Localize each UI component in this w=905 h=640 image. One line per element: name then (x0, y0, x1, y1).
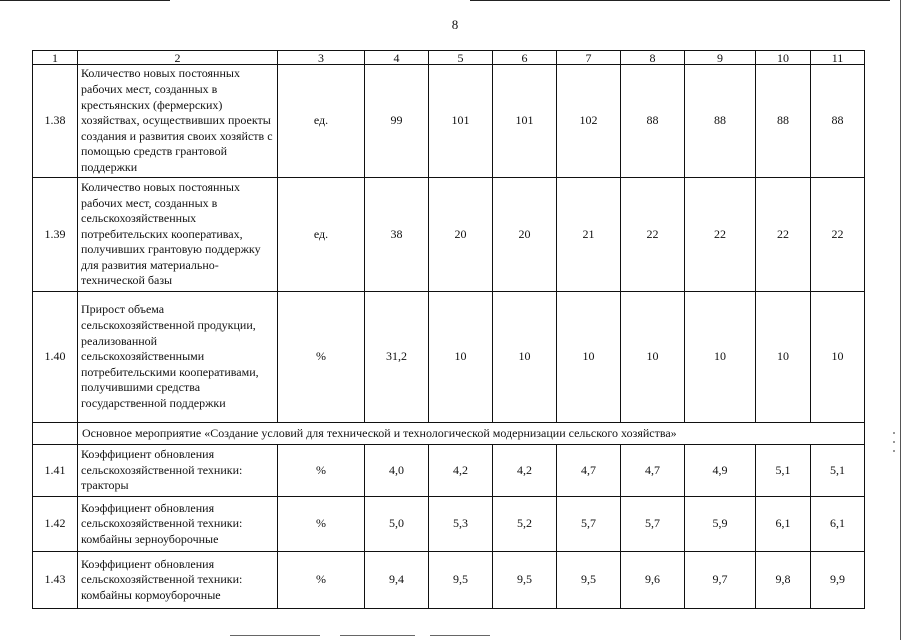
value-cell: 22 (811, 178, 865, 292)
value-cell: 9,8 (756, 552, 811, 609)
unit-cell: % (278, 552, 365, 609)
row-number: 1.39 (33, 178, 78, 292)
value-cell: 5,0 (365, 497, 429, 552)
unit-cell: % (278, 445, 365, 497)
scan-page-edge (900, 0, 901, 640)
value-cell: 22 (685, 178, 756, 292)
value-cell: 10 (557, 292, 621, 423)
scan-bottom-rule (430, 635, 490, 636)
value-cell: 31,2 (365, 292, 429, 423)
indicator-name: Коэффициент обновления сельскохозяйственной техники: тракторы (78, 445, 278, 497)
value-cell: 4,0 (365, 445, 429, 497)
row-number: 1.42 (33, 497, 78, 552)
table-row (33, 497, 865, 552)
table-row (33, 178, 865, 292)
value-cell: 22 (621, 178, 685, 292)
unit-cell: % (278, 292, 365, 423)
row-number: 1.38 (33, 65, 78, 178)
table-row (33, 65, 865, 178)
value-cell: 10 (685, 292, 756, 423)
unit-cell: ед. (278, 65, 365, 178)
value-cell: 10 (756, 292, 811, 423)
table-row (33, 445, 865, 497)
scan-bottom-rule (340, 635, 415, 636)
value-cell: 10 (493, 292, 557, 423)
indicator-name: Коэффициент обновления сельскохозяйственной техники: комбайны кормоуборочные (78, 552, 278, 609)
indicator-name: Прирост объема сельскохозяйственной продукции, реализованной сельскохозяйственными потребительскими кооперативами, получившими средства государственной поддержки (78, 292, 278, 423)
value-cell: 20 (429, 178, 493, 292)
table-row (33, 552, 865, 609)
value-cell: 88 (621, 65, 685, 178)
value-cell: 10 (621, 292, 685, 423)
value-cell: 88 (685, 65, 756, 178)
scan-line-segment (0, 0, 170, 1)
unit-cell: % (278, 497, 365, 552)
value-cell: 9,4 (365, 552, 429, 609)
column-number: 3 (278, 51, 365, 65)
value-cell: 88 (756, 65, 811, 178)
value-cell: 21 (557, 178, 621, 292)
section-row (33, 423, 865, 445)
row-number: 1.43 (33, 552, 78, 609)
column-number: 11 (811, 51, 865, 65)
column-number: 8 (621, 51, 685, 65)
scan-speck (893, 432, 895, 434)
value-cell: 5,2 (493, 497, 557, 552)
column-number-row (33, 51, 865, 65)
value-cell: 10 (429, 292, 493, 423)
indicator-name: Количество новых постоянных рабочих мест, созданных в крестьянских (фермерских) хозяйствах, осуществивших проекты создания и развития своих хозяйств с помощью средств грантовой поддержки (78, 65, 278, 178)
row-number: 1.41 (33, 445, 78, 497)
column-number: 4 (365, 51, 429, 65)
value-cell: 5,1 (811, 445, 865, 497)
value-cell: 5,3 (429, 497, 493, 552)
value-cell: 9,9 (811, 552, 865, 609)
indicators-table (32, 50, 865, 609)
value-cell: 5,1 (756, 445, 811, 497)
value-cell: 6,1 (756, 497, 811, 552)
value-cell: 9,5 (557, 552, 621, 609)
column-number: 9 (685, 51, 756, 65)
scan-line-segment (470, 0, 890, 1)
value-cell: 9,5 (493, 552, 557, 609)
section-title: Основное мероприятие «Создание условий для технической и технологической модернизации сельского хозяйства» (78, 423, 865, 445)
value-cell: 4,7 (557, 445, 621, 497)
table-row (33, 292, 865, 423)
column-number: 10 (756, 51, 811, 65)
value-cell: 102 (557, 65, 621, 178)
value-cell: 9,6 (621, 552, 685, 609)
unit-cell: ед. (278, 178, 365, 292)
value-cell: 4,7 (621, 445, 685, 497)
column-number: 1 (33, 51, 78, 65)
value-cell: 5,9 (685, 497, 756, 552)
column-number: 6 (493, 51, 557, 65)
scan-top-rule (0, 0, 905, 3)
value-cell: 38 (365, 178, 429, 292)
value-cell: 5,7 (557, 497, 621, 552)
page-number: 8 (451, 17, 459, 32)
value-cell: 20 (493, 178, 557, 292)
value-cell: 9,7 (685, 552, 756, 609)
value-cell: 10 (811, 292, 865, 423)
value-cell: 6,1 (811, 497, 865, 552)
scan-speck (893, 450, 895, 452)
value-cell: 101 (493, 65, 557, 178)
value-cell: 22 (756, 178, 811, 292)
value-cell: 99 (365, 65, 429, 178)
value-cell: 9,5 (429, 552, 493, 609)
indicator-name: Количество новых постоянных рабочих мест, созданных в сельскохозяйственных потребительских кооперативах, получивших грантовую поддержку для развития материально-технической базы (78, 178, 278, 292)
column-number: 5 (429, 51, 493, 65)
row-number: 1.40 (33, 292, 78, 423)
value-cell: 4,2 (493, 445, 557, 497)
column-number: 2 (78, 51, 278, 65)
value-cell: 101 (429, 65, 493, 178)
scan-speck (893, 441, 895, 443)
value-cell: 5,7 (621, 497, 685, 552)
indicator-name: Коэффициент обновления сельскохозяйственной техники: комбайны зерноуборочные (78, 497, 278, 552)
value-cell: 4,2 (429, 445, 493, 497)
value-cell: 88 (811, 65, 865, 178)
section-spacer (33, 423, 78, 445)
column-number: 7 (557, 51, 621, 65)
value-cell: 4,9 (685, 445, 756, 497)
scan-bottom-rule (230, 635, 320, 636)
